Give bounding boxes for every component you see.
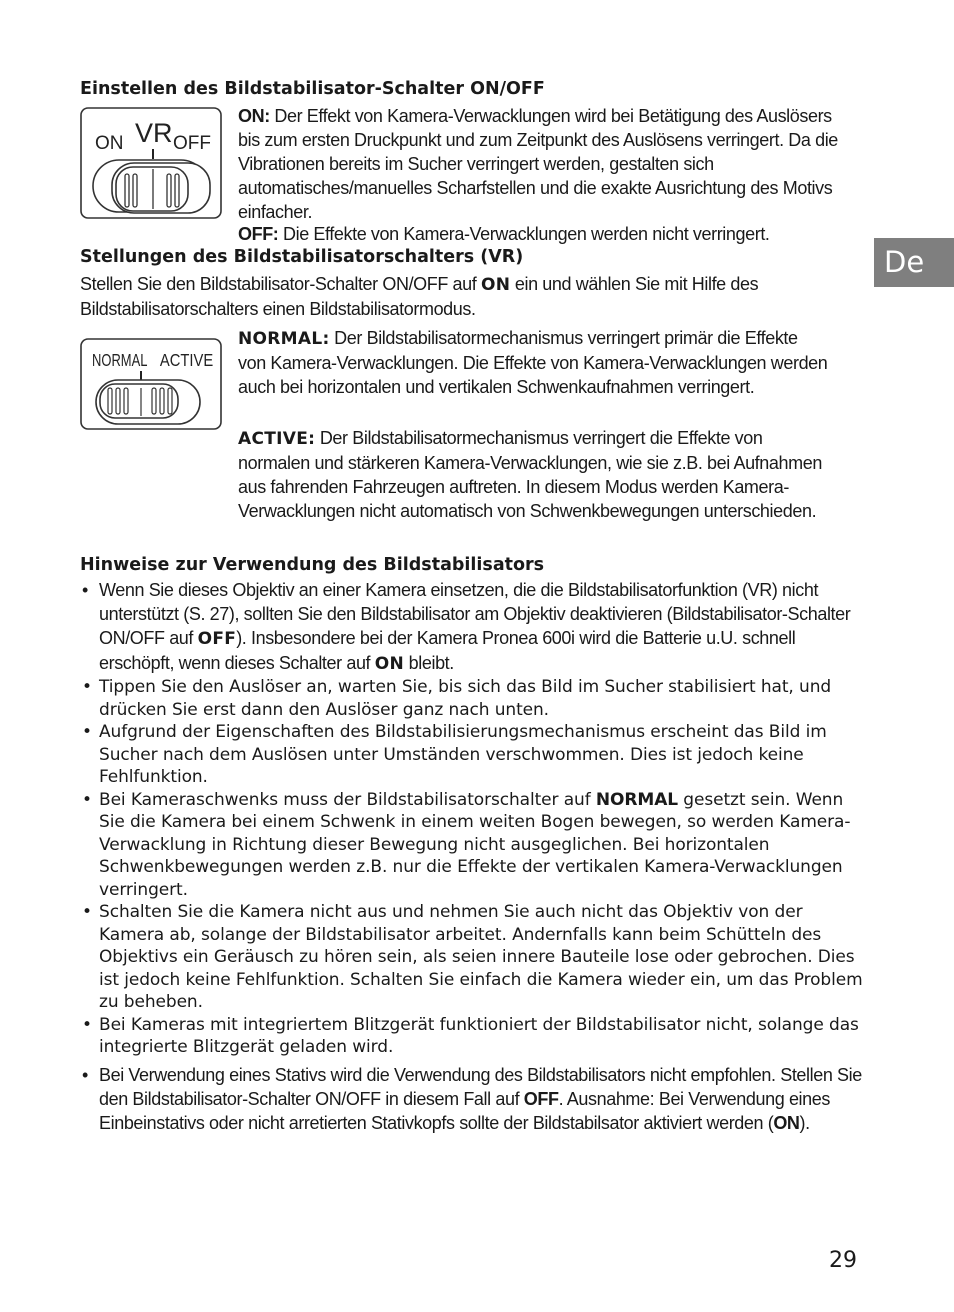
off-description <box>238 222 838 246</box>
list-item <box>80 578 864 676</box>
note-term: OFF <box>197 629 237 649</box>
heading-vr-modes: Stellungen des Bildstabilisatorschalters (VR) <box>80 247 524 267</box>
note-term: OFF <box>523 1088 559 1109</box>
note-text: ). <box>799 1112 810 1133</box>
active-description <box>238 426 828 523</box>
heading-on-off-switch: Einstellen des Bildstabilisator-Schalter ON/OFF <box>80 79 545 99</box>
active-term: ACTIVE: <box>238 429 316 449</box>
note-text: Schalten Sie die Kamera nicht aus und nehmen Sie auch nicht das Objektiv von der Kamera ab, solange der Bildstabilisator arbeitet. Andernfalls kann beim Schütteln des Objektivs ein Geräusch zu hören sein, als seien innere Bauteile lose oder gebrochen. Dies ist jedoch keine Fehlfunktion. Schalten Sie einfach die Kamera wieder ein, um das Problem zu beheben. <box>99 902 863 1012</box>
normal-description <box>238 326 828 399</box>
heading-usage-notes: Hinweise zur Verwendung des Bildstabilisators <box>80 555 545 575</box>
note-text: Aufgrund der Eigenschaften des Bildstabilisierungsmechanismus erscheint das Bild im Sucher nach dem Auslösen unter Umständen verschwommen. Dies ist jedoch keine Fehlfunktion. <box>99 722 827 787</box>
figure-vr-on-off-switch <box>80 107 222 219</box>
active-text: Der Bildstabilisatormechanismus verringert die Effekte von normalen und stärkeren Kamera-Verwacklungen, wie sie z.B. bei Aufnahmen aus fahrenden Fahrzeugen auftreten. In diesem Modus werden Kamera-Verwacklungen nicht automatisch von Schwenkbewegungen unterschieden. <box>238 428 822 521</box>
note-term: ON <box>374 654 405 674</box>
normal-term: NORMAL: <box>238 329 330 349</box>
intro-on-term: ON <box>480 275 511 295</box>
note-text: Tippen Sie den Auslöser an, warten Sie, bis sich das Bild im Sucher stabilisiert hat, und drücken Sie erst dann den Auslöser ganz nach unten. <box>99 677 832 720</box>
list-item <box>80 721 864 789</box>
note-term: NORMAL <box>595 789 678 810</box>
list-item <box>80 901 864 1014</box>
on-text: Der Effekt von Kamera-Verwacklungen wird bei Betätigung des Auslösers bis zum ersten Druckpunkt und zum Zeitpunkt des Auslösens verringert. Da die Vibrationen bereits im Sucher verringert werden, gestalten sich automatisches/manuelles Scharfstellen und die exakte Ausrichtung des Motivs einfacher. <box>238 106 838 222</box>
list-item <box>80 1014 864 1059</box>
note-text: Bei Kameras mit integriertem Blitzgerät funktioniert der Bildstabilisator nicht, solange das integrierte Blitzgerät geladen wird. <box>99 1014 859 1057</box>
note-text: bleibt. <box>404 653 454 673</box>
language-tab: De <box>874 238 954 287</box>
bullet: • <box>82 677 92 697</box>
intro-text-a: Stellen Sie den Bildstabilisator-Schalter ON/OFF auf <box>80 274 481 294</box>
list-item <box>80 1063 864 1135</box>
bullet: • <box>82 902 92 922</box>
bullet: • <box>82 1014 92 1035</box>
switch-label-vr: VR <box>135 118 173 148</box>
note-term: ON <box>773 1112 800 1133</box>
normal-text: Der Bildstabilisatormechanismus verringert primär die Effekte von Kamera-Verwacklungen. Die Effekte von Kamera-Verwacklungen werden auch bei horizontalen und vertikalen Schwenkaufnahmen verringert. <box>238 328 828 397</box>
bullet: • <box>82 580 88 600</box>
switch-label-active: ACTIVE <box>159 350 214 371</box>
switch-label-off: OFF <box>173 133 211 154</box>
page-number: 29 <box>829 1248 857 1273</box>
on-term: ON: <box>238 106 270 126</box>
vr-mode-intro <box>80 272 860 321</box>
note-text: gesetzt sein. Wenn Sie die Kamera bei einem Schwenk in einem weiten Bogen bewegen, so werden Kamera-Verwacklung in Richtung dieser Bewegung nicht ausgeglichen. Bei horizontalen Schwenkbewegungen werden z.B. nur die Effekte der vertikalen Kamera-Verwacklungen verringert. <box>99 789 851 900</box>
list-item <box>80 676 864 721</box>
switch-label-normal: NORMAL <box>92 351 148 371</box>
usage-notes-list <box>80 578 864 1135</box>
note-text: ). Insbesondere bei der Kamera Pronea 600i wird die Batterie u.U. schnell erschöpft, wenn dieses Schalter auf <box>99 628 796 673</box>
note-text: Wenn Sie dieses Objektiv an einer Kamera einsetzen, die die Bildstabilisatorfunktion (VR) nicht unterstützt (S. 27), sollten Sie den Bildstabilisator am Objektiv deaktivieren (Bildstabilisator-Schalter ON/OFF auf <box>99 580 851 648</box>
note-text: Bei Verwendung eines Stativs wird die Verwendung des Bildstabilisators nicht empfohlen. Stellen Sie den Bildstabilisator-Schalter ON/OFF in diesem Fall auf <box>99 1064 862 1109</box>
off-text: Die Effekte von Kamera-Verwacklungen werden nicht verringert. <box>278 224 770 244</box>
on-description <box>238 104 838 224</box>
note-text: . Ausnahme: Bei Verwendung eines Einbeinstativs oder nicht arretierten Stativkopfs sollte der Bildstabilsator aktiviert werden ( <box>99 1088 830 1133</box>
bullet: • <box>82 789 92 810</box>
intro-text-c: ein und wählen Sie mit Hilfe des Bildstabilisatorschalters einen Bildstabilisatormodus. <box>80 274 759 319</box>
figure-vr-mode-switch <box>80 338 222 430</box>
note-text: Bei Kameraschwenks muss der Bildstabilisatorschalter auf <box>99 789 596 810</box>
bullet: • <box>82 1064 88 1085</box>
switch-label-on: ON <box>95 133 124 154</box>
list-item <box>80 789 864 902</box>
bullet: • <box>82 722 92 742</box>
off-term: OFF: <box>238 224 279 244</box>
